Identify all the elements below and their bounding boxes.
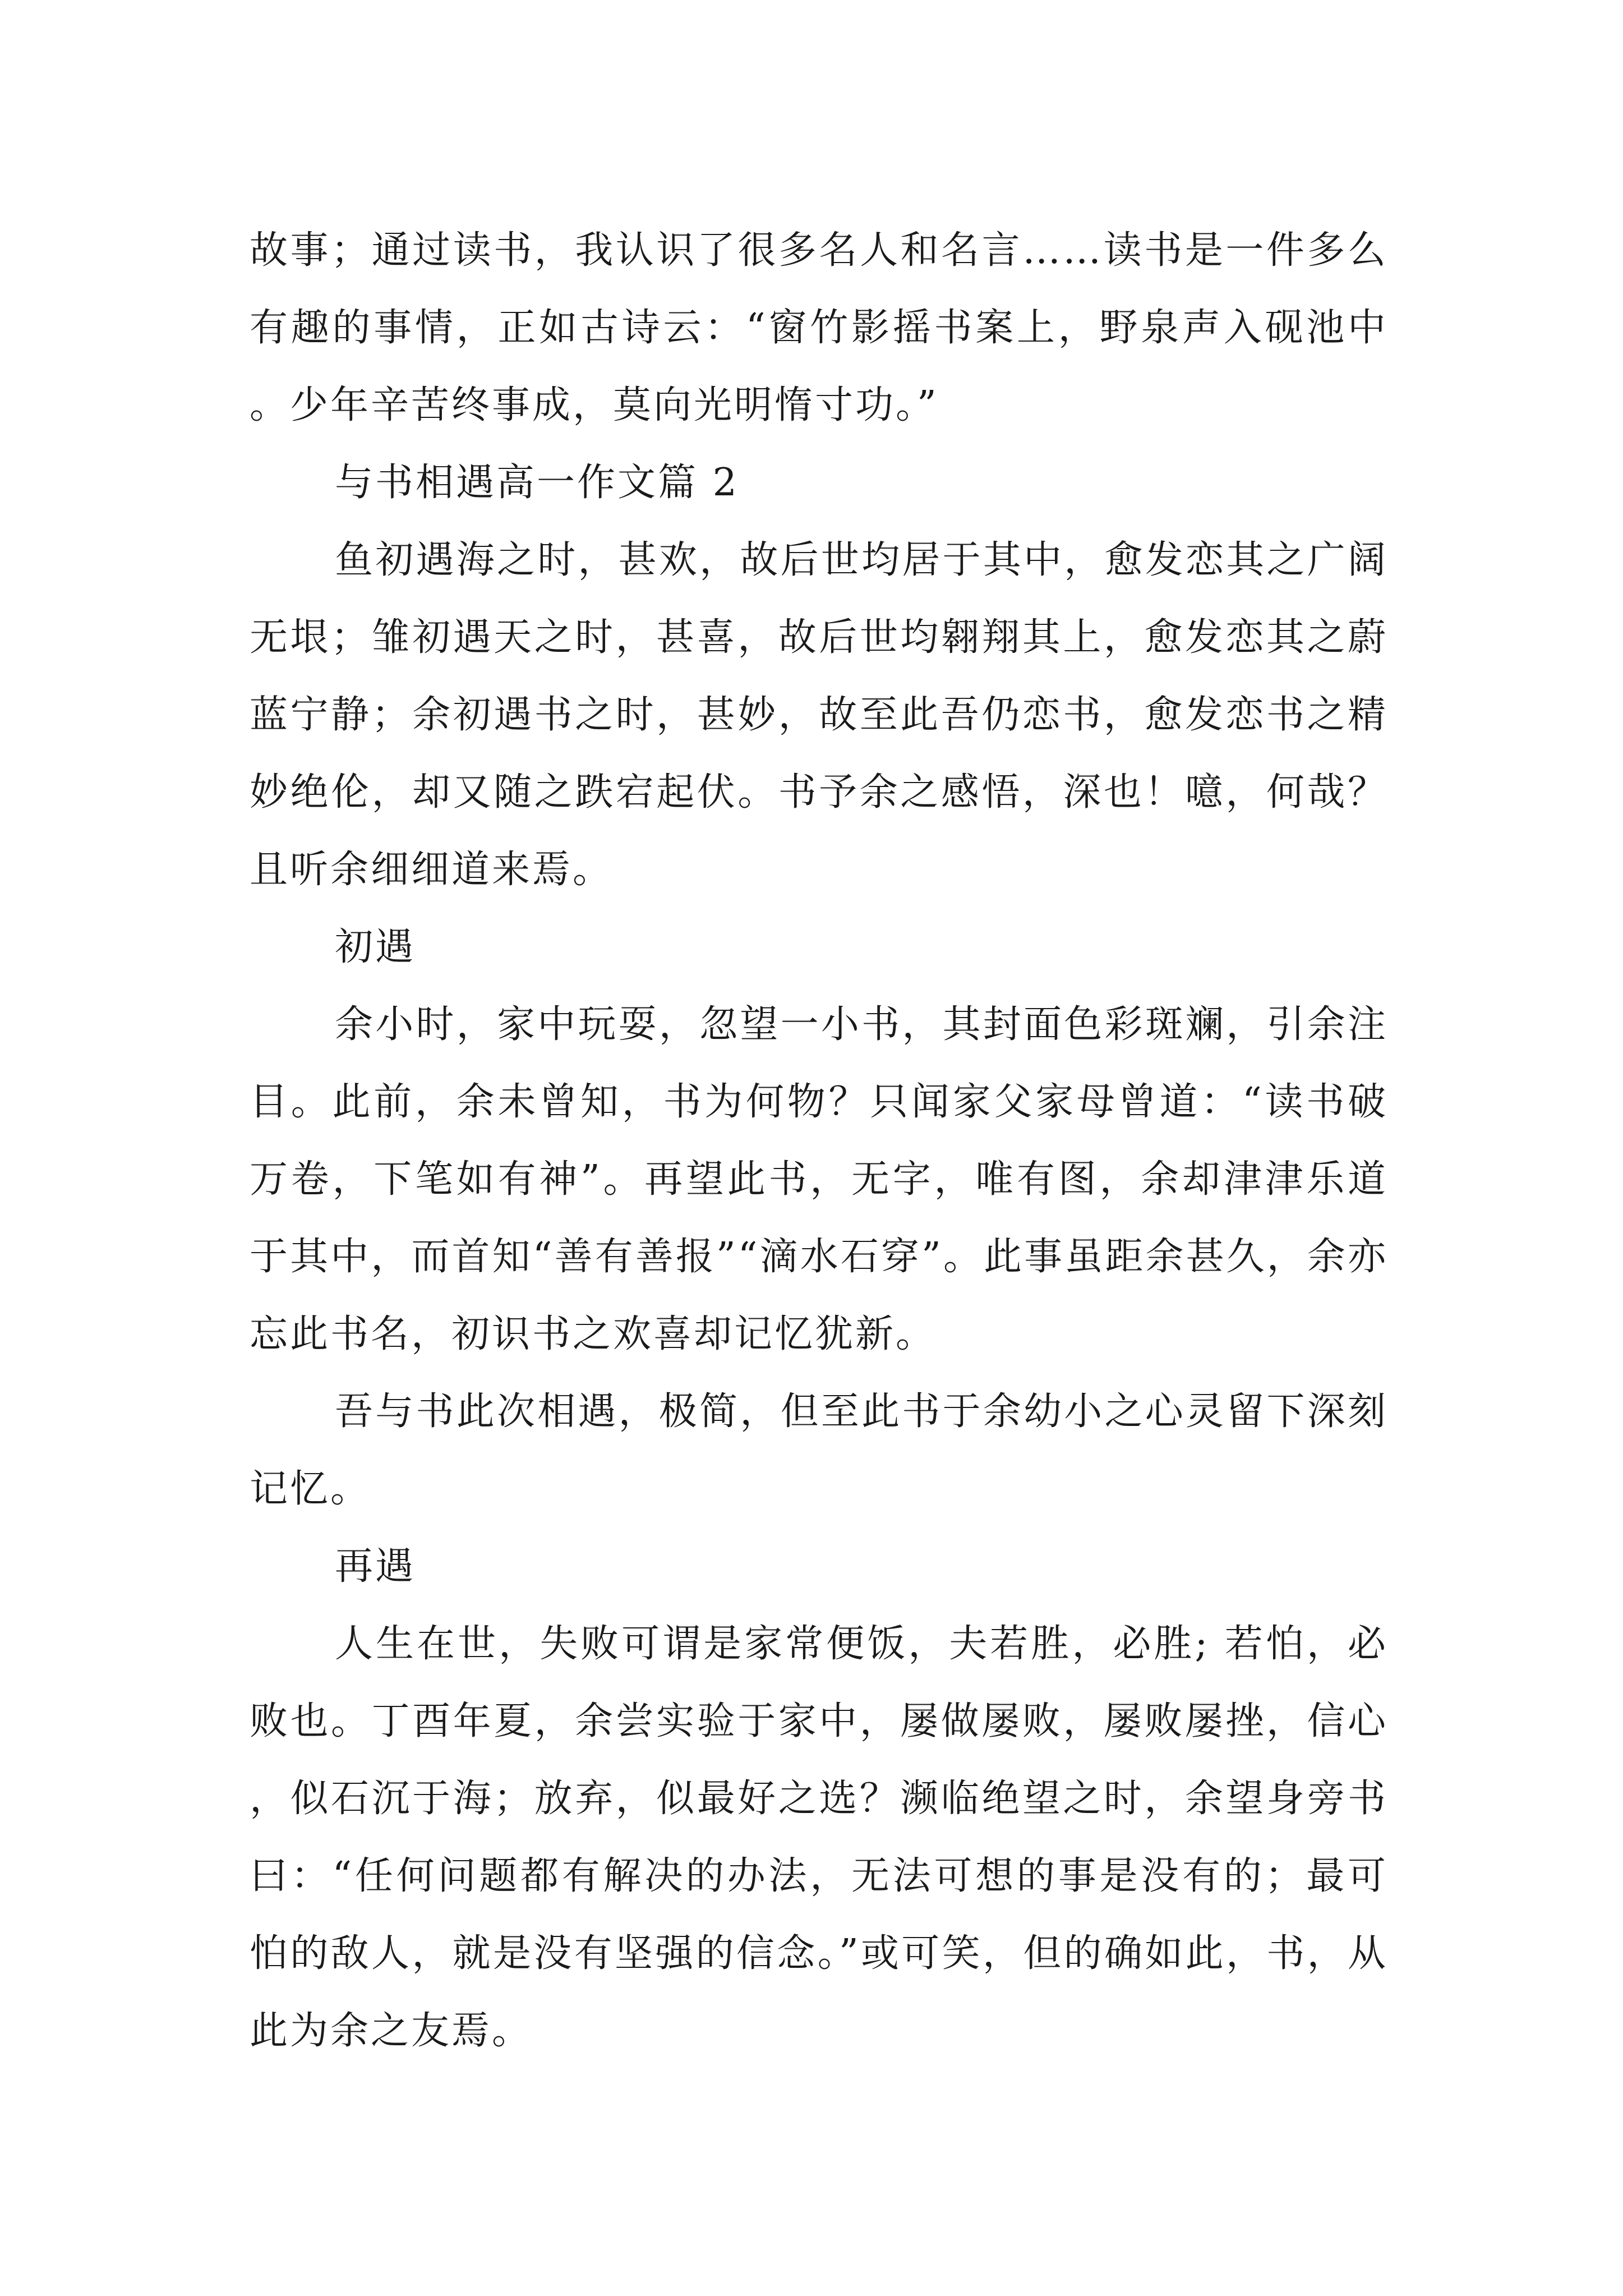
section-heading-second-encounter: 再遇 [335, 1544, 416, 1589]
paragraph-continuation: 故事；通过读书，我认识了很多名人和名言……读书是一件多么有趣的事情，正如古诗云：“窗竹影摇书案上，野泉声入砚池中。少年辛苦终事成，莫向光明惰寸功。” [250, 228, 1388, 427]
document-body [250, 212, 1388, 2070]
paragraph-intro: 鱼初遇海之时，甚欢，故后世均居于其中，愈发恋其之广阔无垠；雏初遇天之时，甚喜，故后世均翱翔其上，愈发恋其之蔚蓝宁静；余初遇书之时，甚妙，故至此吾仍恋书，愈发恋书之精妙绝伦，却又随之跌宕起伏。书予余之感悟，深也！噫，何哉？且听余细细道来焉。 [250, 538, 1388, 892]
section-heading-first-encounter: 初遇 [335, 925, 416, 969]
paragraph-first-encounter-summary: 吾与书此次相遇，极简，但至此书于余幼小之心灵留下深刻记忆。 [250, 1389, 1388, 1511]
essay-title-heading: 与书相遇高一作文篇 2 [335, 461, 739, 505]
paragraph-second-encounter: 人生在世，失败可谓是家常便饭，夫若胜，必胜; 若怕，必败也。丁酉年夏，余尝实验于家中，屡做屡败，屡败屡挫，信心，似石沉于海；放弃，似最好之选？濒临绝望之时，余望身旁书曰：“任何问题都有解决的办法，无法可想的事是没有的；最可怕的敌人，就是没有坚强的信念。”或可笑，但的确如此，书，从此为余之友焉。 [250, 1622, 1388, 2053]
paragraph-first-encounter: 余小时，家中玩耍，忽望一小书，其封面色彩斑斓，引余注目。此前，余未曾知，书为何物？只闻家父家母曾道：“读书破万卷，下笔如有神”。再望此书，无字，唯有图，余却津津乐道于其中，而首知“善有善报”“滴水石穿”。此事虽距余甚久，余亦忘此书名，初识书之欢喜却记忆犹新。 [250, 1002, 1388, 1356]
